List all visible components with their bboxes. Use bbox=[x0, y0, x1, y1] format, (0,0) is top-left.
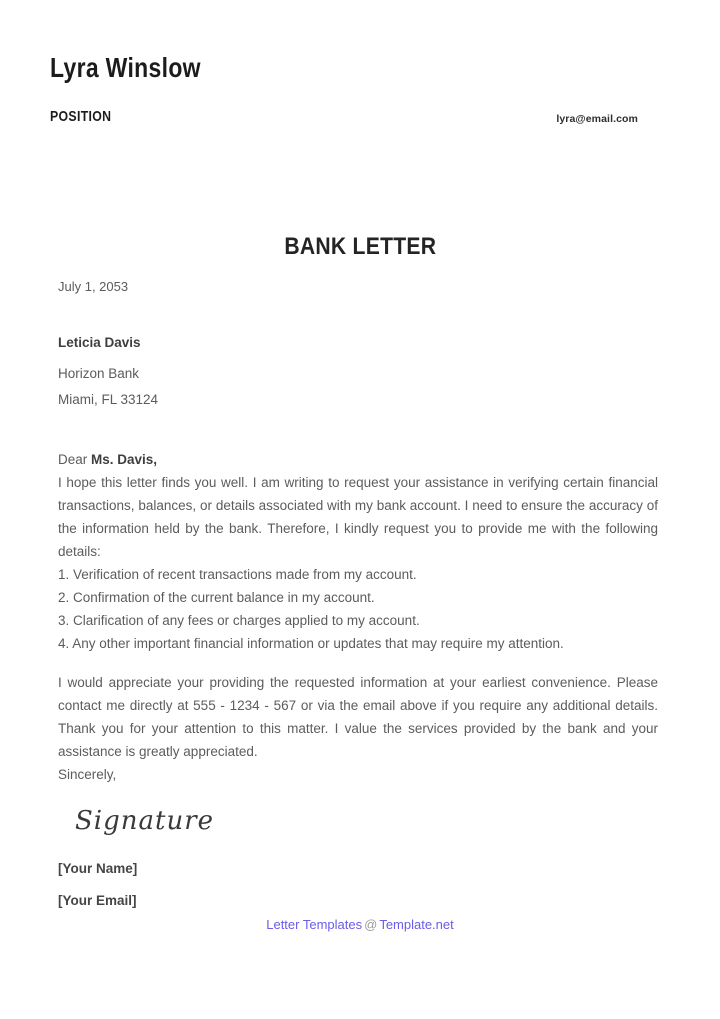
salutation-name: Ms. Davis, bbox=[91, 451, 158, 467]
list-item: 1. Verification of recent transactions made from my account. bbox=[58, 566, 417, 582]
letter-body bbox=[0, 280, 720, 908]
paragraph-request: I hope this letter finds you well. I am writing to request your assistance in verifying certain financial transactions, balances, or details associated with my bank account. I need to ensure the accuracy of the information held by the bank. Therefore, I kindly request you to provide me with the following details: bbox=[58, 474, 658, 559]
closing-word: Sincerely, bbox=[58, 766, 117, 782]
salutation-prefix: Dear bbox=[58, 451, 92, 467]
sender-position bbox=[50, 108, 125, 125]
paragraph-closing: I would appreciate your providing the requested information at your earliest convenience. Please contact me directly at 555 - 1234 - 567 or via the email above if you require any additional details. Thank you for your attention to this matter. I value the services provided by the bank and your assistance is greatly appreciated. bbox=[58, 674, 658, 759]
placeholder-your-email: [Your Email] bbox=[58, 893, 137, 908]
letterhead bbox=[0, 0, 720, 125]
sender-name bbox=[50, 54, 638, 82]
recipient-location: Miami, FL 33124 bbox=[58, 392, 159, 407]
placeholder-your-name: [Your Name] bbox=[58, 860, 138, 876]
letter-title bbox=[0, 233, 720, 261]
recipient-name: Leticia Davis bbox=[58, 335, 141, 350]
recipient-organization: Horizon Bank bbox=[58, 365, 140, 381]
letterhead-subrow bbox=[50, 108, 638, 125]
template-footer bbox=[0, 917, 720, 933]
list-item: 2. Confirmation of the current balance in my account. bbox=[58, 589, 375, 605]
request-list bbox=[58, 563, 658, 655]
list-item: 4. Any other important financial information or updates that may require my attention. bbox=[58, 635, 564, 651]
letter-title-text: BANK LETTER bbox=[284, 233, 436, 260]
list-item: 3. Clarification of any fees or charges applied to my account. bbox=[58, 612, 420, 628]
footer-at-separator: @ bbox=[364, 916, 378, 932]
footer-template-link[interactable]: Template.net bbox=[379, 916, 454, 932]
salutation bbox=[58, 448, 658, 471]
sender-position-text: POSITION bbox=[50, 108, 112, 125]
sender-email: lyra@email.com bbox=[556, 113, 638, 125]
footer-text: Letter Templates bbox=[266, 916, 363, 932]
letter-text-block bbox=[58, 448, 658, 786]
sender-name-text: Lyra Winslow bbox=[50, 52, 201, 83]
letter-date: July 1, 2053 bbox=[58, 279, 129, 294]
signature-script: Signature bbox=[75, 805, 215, 836]
